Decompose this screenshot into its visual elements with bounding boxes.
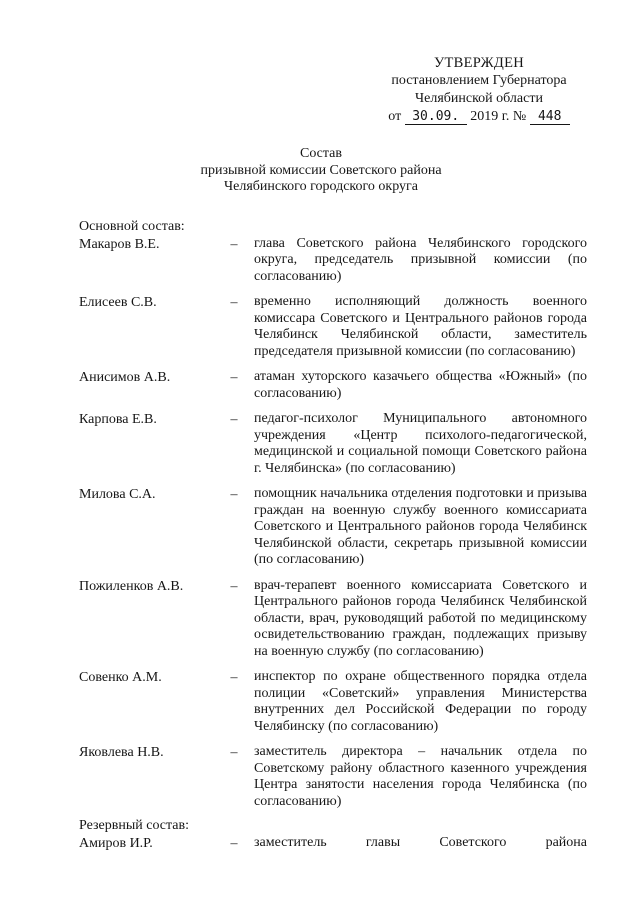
member-entry xyxy=(79,835,609,852)
member-entry xyxy=(79,411,609,477)
member-name: Елисеев С.В. xyxy=(79,295,157,310)
member-position: глава Советского района Челябинского городского округа, председатель призывной комиссии (по согласованию) xyxy=(254,235,587,284)
member-position: врач-терапевт военного комиссариата Советского и Центрального районов города Челябинск Челябинской области, врач, руководящий работой по медицинскому освидетельствованию граждан, подлежащих призыву на военную службу (по согласованию) xyxy=(254,577,587,659)
year-text: 2019 г. № xyxy=(470,109,527,124)
handwritten-number: 448 xyxy=(530,109,570,125)
member-name: Пожиленков А.В. xyxy=(79,578,184,594)
date-prefix: от xyxy=(388,109,402,124)
member-position: инспектор по охране общественного порядка отдела полиции «Советский» управления Министерства внутренних дел Российской Федерации по городу Челябинску (по согласованию) xyxy=(254,669,587,734)
approved-heading: УТВЕРЖДЕН xyxy=(433,55,525,71)
main-composition-label: Основной состав: xyxy=(79,219,185,234)
member-dash: – xyxy=(230,487,238,502)
member-dash: – xyxy=(230,295,238,310)
member-name: Карпова Е.В. xyxy=(79,412,157,427)
approval-authority: постановлением Губернатора xyxy=(391,73,567,88)
member-entry xyxy=(79,669,609,735)
approval-region: Челябинской области xyxy=(415,91,543,106)
member-entry xyxy=(79,744,609,810)
member-name: Совенко А.М. xyxy=(79,670,162,685)
member-dash: – xyxy=(230,835,238,851)
member-dash: – xyxy=(230,578,238,594)
member-entry xyxy=(79,578,609,661)
member-position: заместитель главы Советского района xyxy=(254,834,587,850)
title-line-2: призывной комиссии Советского района xyxy=(200,162,442,178)
member-name: Амиров И.Р. xyxy=(79,835,153,851)
member-position: заместитель директора – начальник отдела по Советскому району областного казенного учреждения Центра занятости населения города Челябинска (по согласованию) xyxy=(254,744,587,809)
member-dash: – xyxy=(230,370,238,385)
member-dash: – xyxy=(230,412,238,427)
approval-dateline xyxy=(360,108,598,126)
handwritten-date: 30.09. xyxy=(405,109,467,125)
title-line-1: Состав xyxy=(299,146,342,161)
member-entry xyxy=(79,486,609,569)
approval-stamp xyxy=(360,54,598,126)
member-position: помощник начальника отделения подготовки и призыва граждан на военную службу военного комиссариата Советского и Центрального районов города Челябинск Челябинской области, секретарь призывной комиссии (по согласованию) xyxy=(254,486,587,567)
member-entry xyxy=(79,236,609,286)
member-dash: – xyxy=(230,670,238,685)
member-dash: – xyxy=(230,236,238,252)
commission-roster xyxy=(79,219,609,851)
member-name: Макаров В.Е. xyxy=(79,236,160,252)
member-entry xyxy=(79,294,609,360)
title-line-3: Челябинского городского округа xyxy=(224,179,418,194)
document-title xyxy=(120,146,522,196)
member-position: временно исполняющий должность военного комиссара Советского и Центрального районов города Челябинск Челябинской области, заместитель председателя призывной комиссии (по согласованию) xyxy=(254,294,587,359)
member-position: атаман хуторского казачьего общества «Южный» (по согласованию) xyxy=(254,369,587,401)
member-position: педагог-психолог Муниципального автономного учреждения «Центр психолого-педагогической, медицинской и социальной помощи Советского района г. Челябинска» (по согласованию) xyxy=(254,411,587,476)
member-entry xyxy=(79,369,609,402)
member-name: Милова С.А. xyxy=(79,487,156,502)
member-name: Яковлева Н.В. xyxy=(79,745,164,760)
member-dash: – xyxy=(230,745,238,760)
reserve-composition-label: Резервный состав: xyxy=(79,818,190,833)
member-name: Анисимов А.В. xyxy=(79,370,171,385)
